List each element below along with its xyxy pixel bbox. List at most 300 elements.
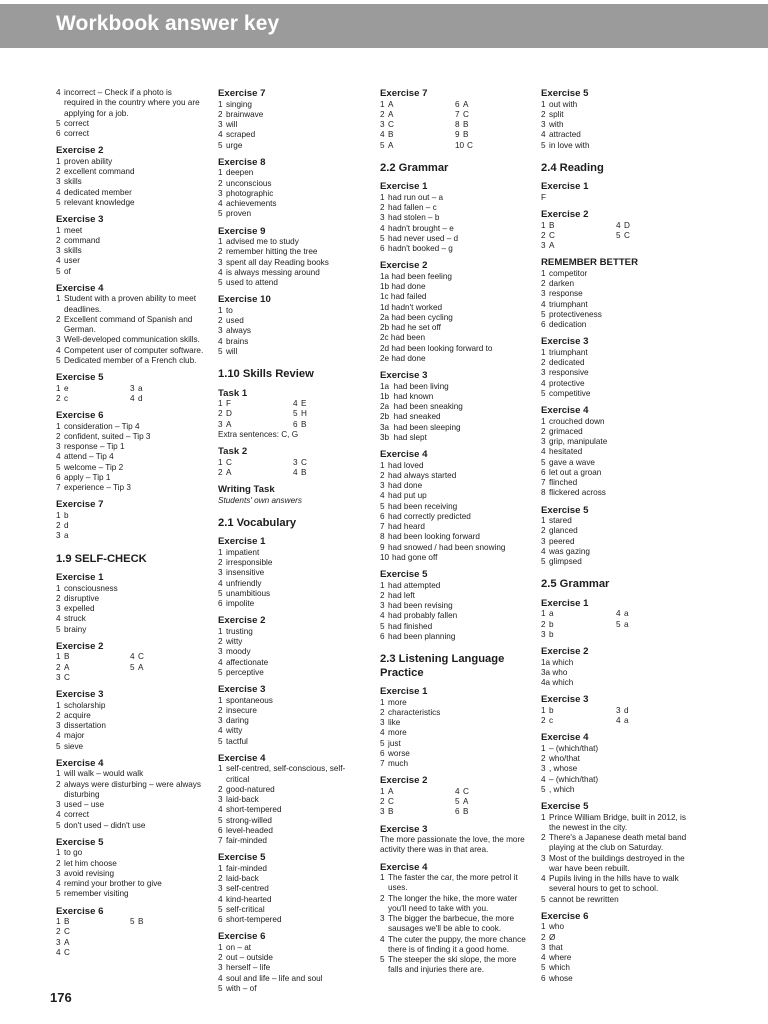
exercise-heading: Exercise 3 <box>541 694 589 706</box>
answer-item <box>380 491 530 501</box>
answer-grid <box>541 221 691 252</box>
item-number: 6 <box>56 129 61 138</box>
item-answer: will <box>226 346 238 356</box>
answer-item <box>218 409 293 419</box>
item-answer: The cuter the puppy, the more chance there is of finding it a good home. <box>388 934 526 954</box>
item-number: 3 <box>218 647 223 657</box>
answer-item <box>380 718 530 728</box>
answer-item <box>541 300 691 310</box>
item-number: 1 <box>56 700 61 710</box>
item-number: 4 <box>56 810 61 820</box>
answer-item <box>455 141 530 151</box>
answer-item <box>541 241 616 251</box>
answer-item <box>380 203 530 213</box>
answer-grid-right <box>455 100 530 151</box>
item-number: 4 <box>380 130 385 140</box>
answer-item <box>218 647 368 657</box>
item-answer: deepen <box>226 168 254 178</box>
item-answer: responsive <box>549 368 589 378</box>
answer-item <box>541 120 691 130</box>
item-answer: had always started <box>388 470 457 480</box>
item-number: 1 <box>218 399 223 408</box>
item-answer: unfriendly <box>226 578 262 588</box>
item-number: 2 <box>56 662 61 672</box>
section-heading: 2.2 Grammar <box>380 161 449 174</box>
item-number: 4 <box>541 953 546 962</box>
item-number: 5 <box>218 983 223 993</box>
item-number: 2 <box>218 247 223 257</box>
answer-item <box>218 589 368 599</box>
item-number: 3 <box>56 442 61 451</box>
answer-grid <box>541 706 691 727</box>
answer-item <box>541 716 616 726</box>
answer-item <box>56 521 204 531</box>
item-number: 2 <box>541 619 546 629</box>
item-number: 4 <box>380 611 385 621</box>
answer-item <box>218 836 368 846</box>
item-number: 5 <box>380 955 385 964</box>
item-answer: had probably fallen <box>388 611 458 621</box>
item-answer: A <box>226 419 232 429</box>
answer-item <box>218 189 368 199</box>
item-answer: e <box>64 383 69 393</box>
answer-item <box>541 368 691 378</box>
item-number: 2 <box>218 953 223 962</box>
answer-item <box>218 209 368 219</box>
item-number: 1 <box>218 863 223 873</box>
item-answer: c <box>64 393 69 403</box>
item-number: 5 <box>616 230 621 240</box>
answer-item <box>541 895 691 905</box>
answer-item <box>56 584 204 594</box>
item-answer: that <box>549 942 563 952</box>
answer-item <box>541 764 691 774</box>
answer-item <box>56 267 204 277</box>
answer-item <box>380 130 455 140</box>
item-number: 5 <box>56 118 61 128</box>
answer-list <box>218 864 368 926</box>
item-number: 2 <box>56 314 61 324</box>
item-answer: There's a Japanese death metal band playing at the club on Saturday. <box>549 833 687 853</box>
item-answer: level-headed <box>226 825 273 835</box>
item-answer: C <box>388 120 394 129</box>
item-number: 2 <box>541 833 546 842</box>
item-number: 2 <box>218 637 223 646</box>
item-number: 6 <box>455 807 460 817</box>
item-answer: welcome – Tip 2 <box>64 462 124 472</box>
item-answer: witty <box>226 726 243 736</box>
answer-item <box>56 356 204 366</box>
item-number: 2 <box>218 109 223 119</box>
item-number: 1 <box>541 416 546 426</box>
answer-grid-left <box>541 609 616 640</box>
item-number: 4 <box>56 947 61 957</box>
item-answer: B <box>64 652 70 662</box>
answer-list <box>218 237 368 288</box>
item-answer: C <box>624 230 630 240</box>
item-answer: urge <box>226 140 243 150</box>
item-number: 3 <box>380 914 385 923</box>
item-answer: remember hitting the tree <box>226 247 318 257</box>
answer-item <box>218 168 368 178</box>
item-number: 3 <box>218 963 223 973</box>
section-heading: 2.1 Vocabulary <box>218 516 297 529</box>
answer-item <box>218 658 368 668</box>
item-number: 6 <box>380 511 385 521</box>
item-number: 1 <box>56 294 61 304</box>
item-number: 8 <box>541 488 546 498</box>
item-number: 5 <box>380 233 385 243</box>
answer-item <box>218 237 368 247</box>
answer-grid-right <box>130 917 204 958</box>
answer-item <box>541 417 691 427</box>
answer-item <box>380 611 530 621</box>
item-number: 7 <box>455 109 460 119</box>
answer-item <box>541 557 691 567</box>
item-answer: had gone off <box>392 552 438 562</box>
item-answer: d <box>138 393 143 403</box>
item-number: 4 <box>218 336 223 346</box>
section-heading: 2.5 Grammar <box>541 578 610 591</box>
item-number: 5 <box>380 501 385 511</box>
exercise-heading: Exercise 1 <box>218 536 266 548</box>
answer-grid-left <box>380 787 455 818</box>
answer-text: F <box>541 192 547 202</box>
answer-item <box>616 706 691 716</box>
item-answer: had left <box>388 590 415 600</box>
exercise-heading: Exercise 9 <box>218 225 266 237</box>
item-number: 5 <box>56 355 61 365</box>
exercise-heading: Exercise 6 <box>56 410 104 421</box>
item-number: 2 <box>541 932 546 942</box>
answer-item <box>541 310 691 320</box>
answer-item: 1a which <box>541 657 574 667</box>
item-number: 6 <box>218 915 223 924</box>
answer-item <box>56 917 130 927</box>
answer-item <box>380 581 530 591</box>
answer-item <box>218 795 368 805</box>
answer-item <box>541 744 691 754</box>
item-answer: strong-willed <box>226 815 272 825</box>
answer-list <box>56 294 204 366</box>
answer-item <box>541 427 691 437</box>
item-number: 4 <box>56 614 61 624</box>
item-number: 3 <box>56 800 61 809</box>
answer-column-1 <box>56 88 204 958</box>
item-number: 4 <box>56 879 61 888</box>
item-number: 4 <box>380 934 385 944</box>
answer-item <box>218 141 368 151</box>
item-number: 1 <box>380 99 385 109</box>
answer-item <box>380 894 530 915</box>
answer-item <box>541 813 691 834</box>
item-number: 4 <box>56 452 61 462</box>
answer-item <box>218 337 368 347</box>
item-answer: unconscious <box>226 178 272 188</box>
item-answer: self-centred <box>226 884 269 894</box>
item-answer: peered <box>549 536 575 546</box>
answer-item <box>56 701 204 711</box>
answer-list <box>541 922 691 984</box>
answer-item <box>541 231 616 241</box>
answer-item <box>380 120 455 130</box>
item-number: 5 <box>56 889 61 899</box>
answer-item <box>218 984 368 994</box>
item-answer: A <box>64 662 70 672</box>
answer-item <box>541 953 691 963</box>
item-answer: expelled <box>64 604 95 613</box>
answer-item <box>455 100 530 110</box>
answer-item <box>455 797 530 807</box>
item-answer: , whose <box>549 764 578 774</box>
item-answer: C <box>64 672 70 682</box>
answer-item <box>56 294 204 315</box>
answer-item <box>616 221 691 231</box>
item-answer: always were disturbing – were always disturbing <box>64 779 201 799</box>
item-answer: always <box>226 326 252 336</box>
item-number: 1 <box>218 168 223 178</box>
item-number: 2 <box>380 109 385 119</box>
item-answer: grip, manipulate <box>549 437 608 446</box>
answer-list <box>56 511 204 542</box>
item-answer: a <box>624 609 629 619</box>
answer-item <box>218 306 368 316</box>
answer-item <box>380 532 530 542</box>
answer-item <box>380 787 455 797</box>
item-answer: short-tempered <box>226 805 282 815</box>
answer-item <box>455 787 530 797</box>
item-number: 4 <box>541 447 546 457</box>
item-number: 5 <box>616 619 621 629</box>
answer-item <box>455 110 530 120</box>
item-number: 3 <box>541 853 546 863</box>
item-number: 6 <box>218 825 223 835</box>
answer-item <box>218 130 368 140</box>
item-number: 3 <box>218 257 223 267</box>
item-answer: A <box>463 797 469 806</box>
section-heading: 1.10 Skills Review <box>218 368 314 380</box>
answer-list <box>218 100 368 151</box>
item-number: 3 <box>293 457 298 467</box>
item-number: 4 <box>56 345 61 355</box>
item-answer: skills <box>64 246 82 255</box>
item-number: 3 <box>218 568 223 578</box>
exercise-heading: Exercise 4 <box>218 752 266 764</box>
answer-item <box>56 711 204 721</box>
item-number: 5 <box>380 621 385 631</box>
item-answer: don't used – didn't use <box>64 820 146 830</box>
answer-item <box>218 599 368 609</box>
item-answer: proven ability <box>64 156 113 166</box>
answer-item <box>218 637 368 647</box>
exercise-heading: Exercise 3 <box>218 684 266 695</box>
exercise-heading: Exercise 4 <box>56 282 104 294</box>
answer-item <box>218 120 368 130</box>
answer-item <box>380 728 530 738</box>
answer-item <box>218 864 368 874</box>
answer-item <box>218 568 368 578</box>
answer-item <box>541 437 691 447</box>
answer-item <box>56 927 130 937</box>
answer-item <box>56 188 204 198</box>
item-answer: consideration – Tip 4 <box>64 421 140 431</box>
answer-list <box>218 943 368 994</box>
item-answer: sieve <box>64 741 84 751</box>
exercise-heading: REMEMBER BETTER <box>541 257 639 269</box>
item-number: 7 <box>218 836 223 845</box>
item-number: 5 <box>541 894 546 904</box>
answer-grid-right <box>130 652 204 683</box>
exercise-heading: Exercise 1 <box>56 572 104 583</box>
item-answer: where <box>549 953 572 962</box>
item-number: 4 <box>541 299 546 309</box>
item-answer: had run out – a <box>388 192 444 202</box>
item-number: 2 <box>218 316 223 325</box>
answer-item <box>541 289 691 299</box>
item-number: 4 <box>130 393 135 403</box>
item-number: 6 <box>218 599 223 608</box>
answer-item <box>130 917 204 927</box>
answer-item <box>130 663 204 673</box>
exercise-heading: Exercise 1 <box>541 597 589 609</box>
item-number: 4 <box>56 731 61 741</box>
item-answer: worse <box>388 748 410 758</box>
item-answer: remind your brother to give <box>64 879 162 888</box>
answer-item <box>380 224 530 234</box>
answer-item <box>541 478 691 488</box>
item-answer: brains <box>226 336 249 346</box>
item-number: 1 <box>218 695 223 705</box>
item-number: 3 <box>218 326 223 336</box>
answer-item <box>218 668 368 678</box>
answer-item <box>541 348 691 358</box>
item-number: 2 <box>56 710 61 720</box>
answer-item <box>130 394 204 404</box>
answer-item <box>541 754 691 764</box>
item-number: 6 <box>541 467 546 477</box>
item-number: 2 <box>56 235 61 245</box>
item-answer: impolite <box>226 599 255 608</box>
item-answer: command <box>64 235 100 245</box>
item-answer: A <box>549 241 555 250</box>
item-answer: moody <box>226 647 251 657</box>
answer-item <box>541 706 616 716</box>
item-number: 2 <box>56 431 61 441</box>
item-answer: self-centred, self-conscious, self-critical <box>226 764 346 784</box>
item-answer: C <box>463 786 469 796</box>
exercise-heading: Exercise 5 <box>380 569 428 580</box>
answer-item <box>56 177 204 187</box>
answer-grid-right <box>293 458 368 479</box>
item-answer: affectionate <box>226 657 269 667</box>
item-answer: had never used – d <box>388 233 459 243</box>
item-number: 1 <box>218 942 223 952</box>
item-answer: scraped <box>226 130 256 140</box>
item-answer: The faster the car, the more petrol it uses. <box>388 873 518 893</box>
item-answer: triumphant <box>549 347 588 357</box>
item-answer: self-critical <box>226 904 265 914</box>
answer-item <box>218 884 368 894</box>
answer-item <box>380 622 530 632</box>
answer-item <box>380 543 530 553</box>
answer-item <box>380 512 530 522</box>
answer-item <box>380 914 530 935</box>
exercise-heading: Exercise 4 <box>541 732 589 744</box>
answer-item <box>380 553 530 563</box>
answer-item <box>541 358 691 368</box>
item-number: 6 <box>380 244 385 253</box>
answer-item <box>380 601 530 611</box>
item-number: 3 <box>541 629 546 639</box>
exercise-heading: Exercise 4 <box>541 405 589 416</box>
item-number: 5 <box>56 462 61 472</box>
answer-grid <box>56 652 204 683</box>
exercise-heading: Exercise 5 <box>541 504 589 516</box>
item-answer: insensitive <box>226 568 265 578</box>
exercise-heading: Exercise 4 <box>380 449 428 460</box>
item-answer: b <box>549 619 554 629</box>
answer-item <box>56 511 204 521</box>
answer-item: 2d had been looking forward to <box>380 343 493 353</box>
item-number: 4 <box>218 130 223 140</box>
answer-item <box>218 458 293 468</box>
item-number: 3 <box>541 942 546 952</box>
item-number: 2 <box>541 716 546 725</box>
item-number: 4 <box>541 546 546 556</box>
item-number: 5 <box>218 667 223 677</box>
item-number: 7 <box>541 478 546 487</box>
item-answer: The bigger the barbecue, the more sausages we'll be able to cook. <box>388 914 515 934</box>
item-answer: – (which/that) <box>549 774 599 784</box>
item-number: 2 <box>541 279 546 288</box>
item-answer: fair-minded <box>226 836 267 845</box>
answer-item <box>218 258 368 268</box>
answer-item <box>218 785 368 795</box>
item-answer: short-tempered <box>226 915 282 924</box>
page-title: Workbook answer key <box>56 12 280 35</box>
answer-item <box>56 452 204 462</box>
answer-item: 2a had been sneaking <box>380 402 463 411</box>
item-number: 2 <box>218 178 223 188</box>
answer-list <box>541 744 691 795</box>
item-answer: b <box>549 705 554 715</box>
item-number: 3 <box>218 884 223 894</box>
item-number: 4 <box>218 973 223 983</box>
answer-list <box>218 627 368 678</box>
item-answer: proven <box>226 209 252 219</box>
item-answer: A <box>64 937 70 947</box>
item-answer: had done <box>388 481 423 490</box>
answer-item <box>218 895 368 905</box>
answer-item: 2e had done <box>380 353 426 363</box>
item-number: 3 <box>541 120 546 129</box>
answer-item <box>541 389 691 399</box>
item-answer: relevant knowledge <box>64 197 135 207</box>
item-number: 5 <box>56 266 61 276</box>
answer-item <box>56 335 204 345</box>
item-answer: attracted <box>549 130 581 140</box>
item-number: 3 <box>56 672 61 682</box>
answer-item <box>56 422 204 432</box>
answer-item <box>541 922 691 932</box>
item-number: 2 <box>218 874 223 883</box>
item-answer: B <box>138 917 144 926</box>
item-answer: B <box>301 419 307 429</box>
item-answer: C <box>388 797 394 806</box>
item-answer: C <box>301 457 307 467</box>
item-answer: brainy <box>64 624 87 634</box>
answer-item: 1c had failed <box>380 292 427 302</box>
